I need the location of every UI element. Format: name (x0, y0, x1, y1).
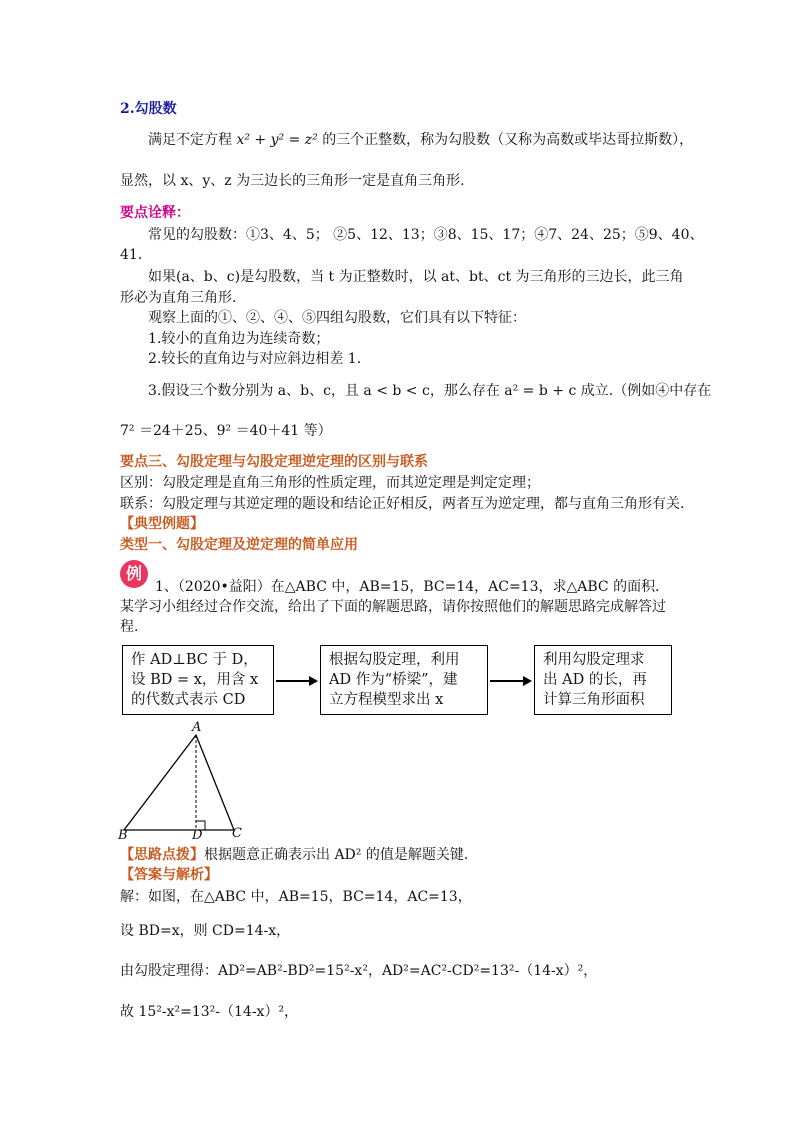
section-title: 2.勾股数 (120, 101, 177, 117)
flow-box-2 (320, 645, 488, 715)
key-points-title: 要点诠释： (120, 205, 190, 221)
flow-arrow-1 (276, 680, 316, 682)
example-line-3: 程. (120, 619, 139, 635)
flow-box-3 (534, 645, 672, 715)
example-badge: 例 (120, 560, 148, 588)
flow-box-3-line-1: 利用勾股定理求 (543, 652, 645, 668)
vertex-label-c: C (232, 826, 242, 841)
solution-line-1: 解：如图，在△ABC 中，AB=15，BC=14，AC=13， (120, 889, 472, 905)
foot-label-d: D (192, 828, 203, 843)
para-6: 1.较小的直角边为连续奇数； (148, 331, 330, 347)
solution-line-2: 设 BD=x，则 CD=14-x， (120, 923, 291, 939)
flow-box-2-line-1: 根据勾股定理，利用 (329, 652, 460, 668)
flow-box-2-line-2: AD 作为“桥梁”，建 (329, 672, 458, 688)
para-2: 显然，以 x、y、z 为三边长的三角形一定是直角三角形. (120, 173, 465, 189)
connection-text: 联系：勾股定理与其逆定理的题设和结论正好相反，两者互为逆定理，都与直角三角形有关. (120, 496, 685, 512)
flow-box-1-line-1: 作 AD⊥BC 于 D， (131, 652, 258, 668)
equation-xyz: x² + y² = z² (236, 132, 318, 148)
flow-box-1-line-2: 设 BD = x，用含 x (131, 672, 259, 688)
para-8: 3.假设三个数分别为 a、b、c，且 a < b < c，那么存在 a² = b + c 成立.（例如④中存在 (148, 383, 712, 399)
difference-text: 区别：勾股定理是直角三角形的性质定理，而其逆定理是判定定理； (120, 475, 540, 491)
example-line-1: 1、（2020•益阳）在△ABC 中，AB=15，BC=14，AC=13，求△ABC 的面积． (155, 579, 670, 595)
typical-examples-tag: 【典型例题】 (120, 516, 204, 532)
hint-tag: 【思路点拨】 (120, 847, 204, 863)
hint-line (120, 846, 468, 864)
para-4: 如果(a、b、c)是勾股数，当 t 为正整数时，以 at、bt、ct 为三角形的三边长，此三角 (148, 269, 684, 285)
vertex-label-b: B (118, 828, 128, 843)
flow-arrow-2 (490, 680, 530, 682)
para-3: 常见的勾股数：①3、4、5； ②5、12、13；③8、15、17；④7、24、25；⑤9、40、 (148, 227, 704, 243)
flow-box-3-line-3: 计算三角形面积 (543, 692, 645, 708)
para-1 (148, 131, 693, 149)
flow-box-3-line-2: 出 AD 的长，再 (543, 672, 647, 688)
flow-box-2-line-3: 立方程模型求出 x (329, 692, 444, 708)
para-7: 2.较长的直角边与对应斜边相差 1. (148, 351, 362, 367)
flow-box-1 (122, 645, 274, 715)
flow-box-1-line-3: 的代数式表示 CD (131, 692, 246, 708)
solution-line-4: 故 15²-x²=13²-（14-x）²， (120, 1004, 299, 1020)
example-line-2: 某学习小组经过合作交流，给出了下面的解题思路，请你按照他们的解题思路完成解答过 (120, 599, 666, 615)
para-1b: 的三个正整数，称为勾股数（又称为高数或毕达哥拉斯数）， (322, 132, 694, 148)
hint-text: 根据题意正确表示出 AD² 的值是解题关键. (204, 847, 469, 863)
answer-tag: 【答案与解析】 (120, 867, 218, 883)
solution-line-3: 由勾股定理得：AD²=AB²-BD²=15²-x²，AD²=AC²-CD²=13²-（14-x）²， (120, 963, 598, 979)
para-3b: 41. (120, 247, 143, 263)
section-3-title: 要点三、勾股定理与勾股定理逆定理的区别与联系 (120, 454, 428, 470)
para-4b: 形必为直角三角形. (120, 290, 237, 306)
vertex-label-a: A (192, 720, 202, 735)
para-8b: 7² ＝24＋25、9² ＝40＋41 等） (120, 423, 332, 439)
type-1-title: 类型一、勾股定理及逆定理的简单应用 (120, 537, 358, 553)
triangle-abc (124, 735, 234, 830)
para-1a: 满足不定方程 (148, 132, 232, 148)
para-5: 观察上面的①、②、④、⑤四组勾股数，它们具有以下特征： (148, 310, 526, 326)
